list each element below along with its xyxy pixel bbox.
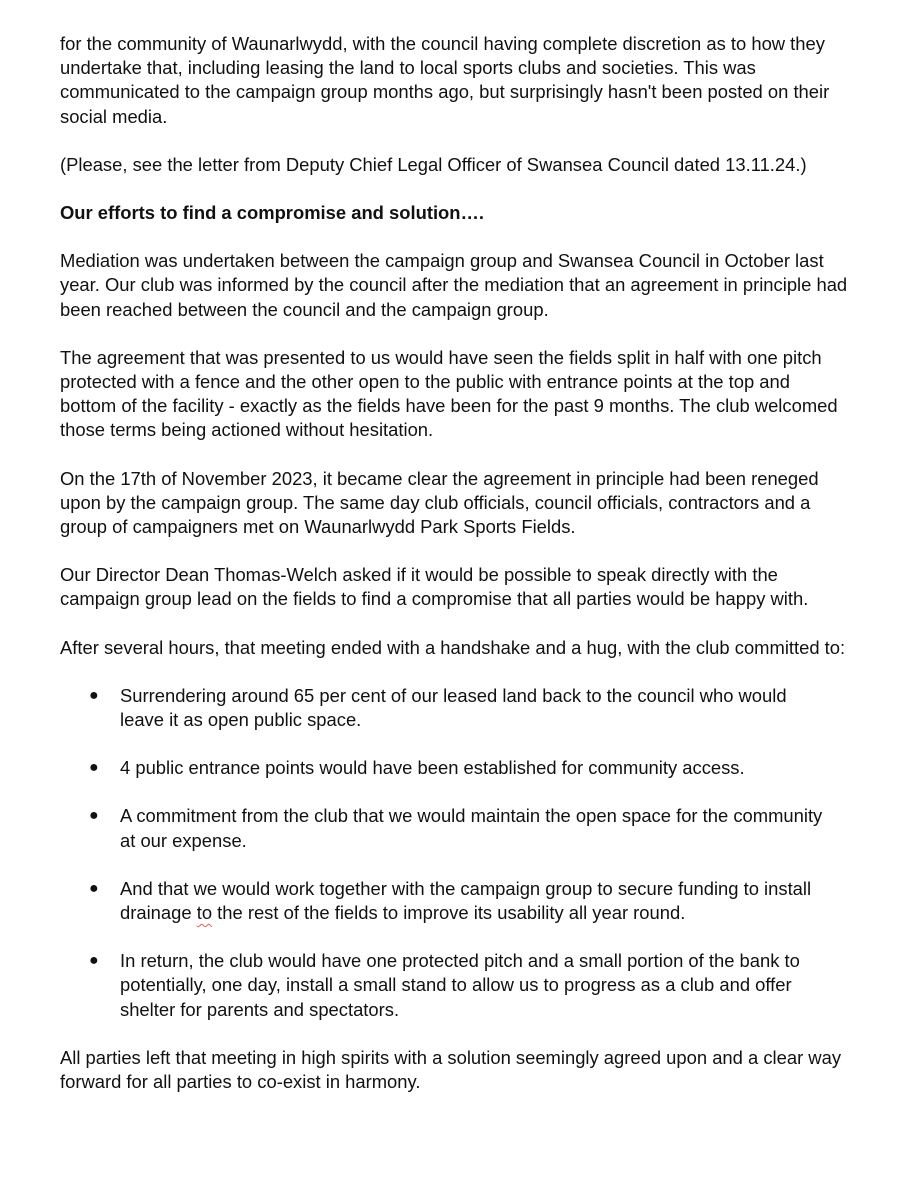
- paragraph-director-request: Our Director Dean Thomas-Welch asked if it would be possible to speak directly with the campaign group lead on the fields to find a compromise that all parties would be happy with.: [60, 564, 809, 610]
- list-item-text-part: And that we would work together with the campaign group to secure funding to install drainage: [120, 877, 812, 924]
- paragraph-handshake: After several hours, that meeting ended with a handshake and a hug, with the club committed to:: [60, 636, 846, 658]
- list-item: [60, 756, 830, 780]
- list-item: [60, 877, 830, 925]
- section-heading-compromise: Our efforts to find a compromise and solution….: [60, 202, 485, 224]
- paragraph-community-discretion: for the community of Waunarlwydd, with the council having complete discretion as to how they undertake that, including leasing the land to local sports clubs and societies. This was communicated to the campaign group months ago, but surprisingly hasn't been posted on their social media.: [60, 33, 830, 127]
- list-item: [60, 804, 830, 852]
- list-item-text-part: the rest of the fields to improve its usability all year round.: [212, 902, 686, 924]
- bullet-marker: ●: [89, 879, 99, 897]
- list-item-text: A commitment from the club that we would maintain the open space for the community at our expense.: [120, 805, 823, 851]
- paragraph-agreement-terms: The agreement that was presented to us would have seen the fields split in half with one pitch protected with a fence and the other open to the public with entrance points at the top and bottom of the facility - exactly as the fields have been for the past 9 months. The club welcomed those terms being actioned without hesitation.: [60, 346, 838, 441]
- bullet-marker: ●: [89, 807, 99, 825]
- paragraph-mediation: Mediation was undertaken between the campaign group and Swansea Council in October last year. Our club was informed by the council after the mediation that an agreement in principle had been reached between the council and the campaign group.: [60, 250, 848, 320]
- list-item: [60, 684, 830, 732]
- document-page: [60, 32, 850, 1118]
- paragraph-conclusion: All parties left that meeting in high spirits with a solution seemingly agreed upon and a clear way forward for all parties to co-exist in harmony.: [60, 1046, 842, 1093]
- bullet-marker: ●: [89, 686, 99, 704]
- list-item-text: In return, the club would have one protected pitch and a small portion of the bank to potentially, one day, install a small stand to allow us to progress as a club and offer shelter for parents and spectators.: [120, 950, 800, 1020]
- list-item-text: Surrendering around 65 per cent of our leased land back to the council who would leave it as open public space.: [120, 684, 787, 731]
- list-item: [60, 949, 830, 1022]
- list-item-text: [120, 878, 811, 923]
- spellcheck-flagged-word[interactable]: to: [196, 902, 213, 924]
- bullet-marker: ●: [89, 952, 99, 970]
- list-item-text: 4 public entrance points would have been established for community access.: [120, 757, 745, 779]
- commitments-list: [60, 684, 850, 1022]
- paragraph-november-meeting: On the 17th of November 2023, it became clear the agreement in principle had been reneged upon by the campaign group. The same day club officials, council officials, contractors and a group of campaigners met on Waunarlwydd Park Sports Fields.: [60, 467, 819, 538]
- bullet-marker: ●: [89, 759, 99, 777]
- paragraph-letter-reference: (Please, see the letter from Deputy Chief Legal Officer of Swansea Council dated 13.11.24.): [60, 153, 807, 175]
